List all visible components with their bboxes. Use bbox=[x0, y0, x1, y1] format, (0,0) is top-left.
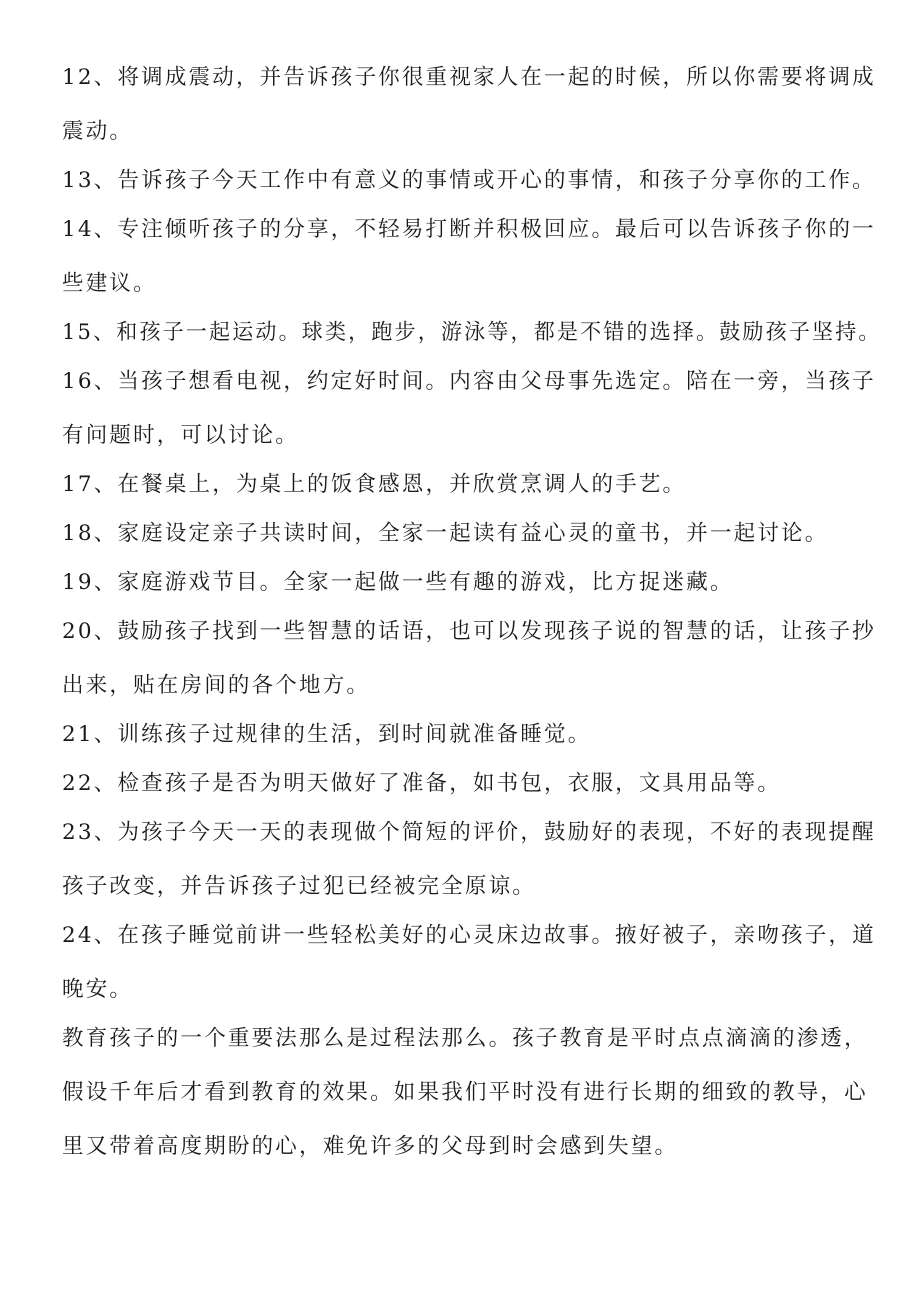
closing-paragraph bbox=[62, 1025, 882, 1161]
list-item-14 bbox=[62, 216, 882, 298]
text-line: 23、为孩子今天一天的表现做个简短的评价，鼓励好的表现，不好的表现提醒 bbox=[62, 820, 876, 845]
text-line: 出来，贴在房间的各个地方。 bbox=[62, 673, 371, 698]
list-item-20 bbox=[62, 618, 882, 700]
text-line: 有问题时，可以讨论。 bbox=[62, 423, 300, 448]
text-line: 假设千年后才看到教育的效果。如果我们平时没有进行长期的细致的教导，心 bbox=[62, 1080, 868, 1105]
list-item-21 bbox=[62, 721, 882, 749]
list-item-16 bbox=[62, 368, 882, 450]
text-line: 里又带着高度期盼的心，难免许多的父母到时会感到失望。 bbox=[62, 1134, 679, 1159]
text-line: 15、和孩子一起运动。球类，跑步，游泳等，都是不错的选择。鼓励孩子坚持。 bbox=[62, 320, 882, 345]
list-item-12 bbox=[62, 64, 882, 146]
document-page bbox=[62, 64, 882, 1182]
text-line: 教育孩子的一个重要法那么是过程法那么。孩子教育是平时点点滴滴的渗透， bbox=[62, 1026, 868, 1051]
text-line: 22、检查孩子是否为明天做好了准备，如书包，衣服，文具用品等。 bbox=[62, 771, 782, 796]
list-item-18 bbox=[62, 520, 882, 548]
list-item-15 bbox=[62, 319, 882, 347]
text-line: 些建议。 bbox=[62, 271, 157, 296]
text-line: 18、家庭设定亲子共读时间，全家一起读有益心灵的童书，并一起讨论。 bbox=[62, 521, 829, 546]
text-line: 孩子改变，并告诉孩子过犯已经被完全原谅。 bbox=[62, 874, 537, 899]
list-item-19 bbox=[62, 569, 882, 597]
list-item-13 bbox=[62, 167, 882, 195]
list-item-17 bbox=[62, 471, 882, 499]
text-line: 14、专注倾听孩子的分享，不轻易打断并积极回应。最后可以告诉孩子你的一 bbox=[62, 217, 876, 242]
text-line: 21、训练孩子过规律的生活，到时间就准备睡觉。 bbox=[62, 722, 592, 747]
text-line: 16、当孩子想看电视，约定好时间。内容由父母事先选定。陪在一旁，当孩子 bbox=[62, 369, 876, 394]
text-line: 20、鼓励孩子找到一些智慧的话语，也可以发现孩子说的智慧的话，让孩子抄 bbox=[62, 619, 876, 644]
text-line: 晚安。 bbox=[62, 977, 134, 1002]
text-line: 12、将调成震动，并告诉孩子你很重视家人在一起的时候，所以你需要将调成 bbox=[62, 65, 876, 90]
list-item-22 bbox=[62, 770, 882, 798]
text-line: 24、在孩子睡觉前讲一些轻松美好的心灵床边故事。掖好被子，亲吻孩子，道 bbox=[62, 923, 876, 948]
list-item-24 bbox=[62, 922, 882, 1004]
text-line: 17、在餐桌上，为桌上的饭食感恩，并欣赏烹调人的手艺。 bbox=[62, 472, 687, 497]
text-line: 13、告诉孩子今天工作中有意义的事情或开心的事情，和孩子分享你的工作。 bbox=[62, 168, 876, 193]
text-line: 19、家庭游戏节目。全家一起做一些有趣的游戏，比方捉迷藏。 bbox=[62, 570, 734, 595]
text-line: 震动。 bbox=[62, 119, 134, 144]
list-item-23 bbox=[62, 819, 882, 901]
